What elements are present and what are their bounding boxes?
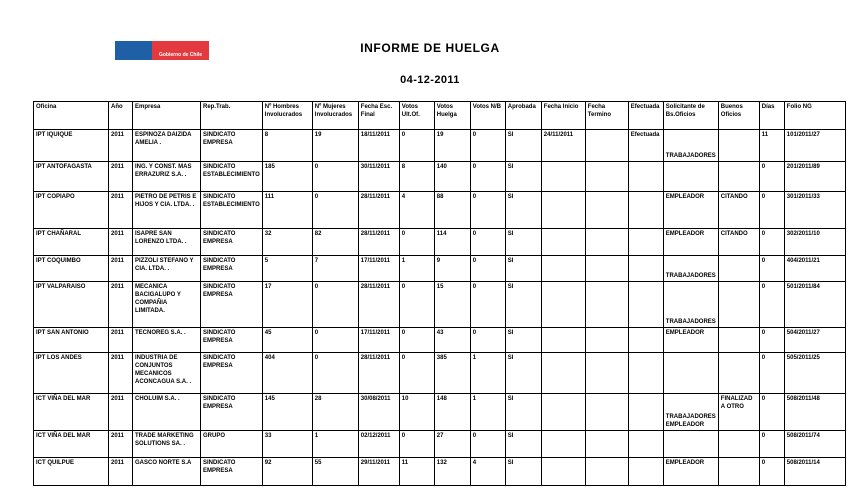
cell [663, 162, 718, 192]
cell: 114 [434, 229, 470, 256]
cell: SINDICATO EMPRESA [201, 282, 263, 328]
table-row [34, 282, 846, 328]
cell: SI [505, 162, 541, 192]
col-header: Días [759, 102, 784, 130]
logo-text: Gobierno de Chile [158, 52, 203, 58]
table-row [34, 458, 846, 486]
cell: 5 [262, 256, 312, 282]
cell: FINALIZAD A OTRO [718, 394, 759, 431]
cell: 302/2011/10 [784, 229, 845, 256]
cell: 404 [262, 353, 312, 394]
cell: 0 [759, 353, 784, 394]
cell: 0 [470, 162, 505, 192]
cell: 2011 [109, 130, 133, 162]
cell: 32 [262, 229, 312, 256]
cell: 30/11/2011 [358, 162, 399, 192]
cell [718, 353, 759, 394]
cell [628, 256, 663, 282]
cell: 4 [399, 192, 434, 229]
cell [541, 162, 585, 192]
cell: 501/2011/84 [784, 282, 845, 328]
cell: 8 [399, 162, 434, 192]
cell: EMPLEADOR [663, 192, 718, 229]
cell: 1 [312, 431, 358, 458]
cell [585, 431, 628, 458]
cell: 0 [399, 328, 434, 353]
col-header: Año [109, 102, 133, 130]
cell: SINDICATO EMPRESA [201, 328, 263, 353]
table-row [34, 162, 846, 192]
col-header: Rep.Trab. [201, 102, 263, 130]
cell: 24/11/2011 [541, 130, 585, 162]
cell: 11 [399, 458, 434, 486]
cell: 508/2011/48 [784, 394, 845, 431]
cell: SINDICATO EMPRESA [201, 458, 263, 486]
table-row [34, 192, 846, 229]
col-header: Fecha Esc. Final [358, 102, 399, 130]
report-title: INFORME DE HUELGA [360, 41, 500, 55]
cell: 404/2011/21 [784, 256, 845, 282]
cell: 0 [759, 162, 784, 192]
cell [628, 353, 663, 394]
cell: 504/2011/27 [784, 328, 845, 353]
cell: 0 [399, 229, 434, 256]
cell: 2011 [109, 431, 133, 458]
cell [541, 394, 585, 431]
cell: 45 [262, 328, 312, 353]
cell: 0 [759, 256, 784, 282]
cell: IPT SAN ANTONIO [34, 328, 109, 353]
cell: 33 [262, 431, 312, 458]
cell: 145 [262, 394, 312, 431]
cell: 0 [399, 130, 434, 162]
cell: 10 [399, 394, 434, 431]
cell [628, 458, 663, 486]
cell: 2011 [109, 353, 133, 394]
cell: 0 [759, 229, 784, 256]
cell: 101/2011/27 [784, 130, 845, 162]
cell: 0 [759, 431, 784, 458]
cell: 0 [470, 130, 505, 162]
cell: IPT COPIAPO [34, 192, 109, 229]
cell: 28/11/2011 [358, 353, 399, 394]
cell: 30/08/2011 [358, 394, 399, 431]
cell: SI [505, 256, 541, 282]
cell: 0 [312, 353, 358, 394]
cell: 88 [434, 192, 470, 229]
cell [585, 328, 628, 353]
cell: 148 [434, 394, 470, 431]
col-header: Votos N/B [470, 102, 505, 130]
cell: 132 [434, 458, 470, 486]
col-header: Nº Hombres Involucrados [262, 102, 312, 130]
cell [585, 256, 628, 282]
cell [718, 282, 759, 328]
cell: 201/2011/89 [784, 162, 845, 192]
col-header: Solicitante de Bs.Oficios [663, 102, 718, 130]
col-header: Votos Ult.Of. [399, 102, 434, 130]
cell [541, 229, 585, 256]
cell: SI [505, 130, 541, 162]
cell: GRUPO [201, 431, 263, 458]
cell: IPT IQUIQUE [34, 130, 109, 162]
cell: 17/11/2011 [358, 328, 399, 353]
col-header: Aprobada [505, 102, 541, 130]
cell: 28/11/2011 [358, 282, 399, 328]
cell: 55 [312, 458, 358, 486]
cell: 1 [470, 353, 505, 394]
cell: 4 [470, 458, 505, 486]
cell: 0 [759, 458, 784, 486]
cell: 2011 [109, 229, 133, 256]
cell: SI [505, 192, 541, 229]
cell: Efectuada [628, 130, 663, 162]
cell: 0 [470, 431, 505, 458]
cell: 7 [312, 256, 358, 282]
cell: 15 [434, 282, 470, 328]
cell: SI [505, 431, 541, 458]
cell: IPT CHAÑARAL [34, 229, 109, 256]
col-header: Nº Mujeres Involucrados [312, 102, 358, 130]
cell [663, 431, 718, 458]
logo-flag-red [152, 41, 209, 60]
cell: 0 [312, 162, 358, 192]
cell: 0 [312, 282, 358, 328]
cell: 2011 [109, 256, 133, 282]
cell: TRABAJADORES EMPLEADOR [663, 394, 718, 431]
cell: 185 [262, 162, 312, 192]
cell: INDUSTRIA DE CONJUNTOS MECANICOS ACONCAGUA S.A. . [133, 353, 201, 394]
cell: TRADE MARKETING SOLUTIONS SA. . [133, 431, 201, 458]
cell: ISAPRE SAN LORENZO LTDA. . [133, 229, 201, 256]
cell: IPT VALPARAISO [34, 282, 109, 328]
cell: ING. Y CONST. MAS ERRAZURIZ S.A. . [133, 162, 201, 192]
cell: 28/11/2011 [358, 229, 399, 256]
col-header: Folio NG [784, 102, 845, 130]
cell: SI [505, 353, 541, 394]
cell: SI [505, 328, 541, 353]
cell: ICT VIÑA DEL MAR [34, 431, 109, 458]
cell [718, 162, 759, 192]
cell: 2011 [109, 458, 133, 486]
cell: 28/11/2011 [358, 192, 399, 229]
cell: 0 [470, 328, 505, 353]
table-row [34, 394, 846, 431]
cell: SINDICATO ESTABLECIMIENTO [201, 162, 263, 192]
cell [628, 192, 663, 229]
cell: 92 [262, 458, 312, 486]
cell: 508/2011/14 [784, 458, 845, 486]
cell: EMPLEADOR [663, 328, 718, 353]
cell: SI [505, 282, 541, 328]
cell [541, 192, 585, 229]
col-header: Fecha Termino [585, 102, 628, 130]
cell: 140 [434, 162, 470, 192]
cell: 301/2011/33 [784, 192, 845, 229]
cell: 02/12/2011 [358, 431, 399, 458]
cell [541, 458, 585, 486]
cell [718, 431, 759, 458]
cell [718, 256, 759, 282]
col-header: Votos Huelga [434, 102, 470, 130]
cell: SINDICATO EMPRESA [201, 229, 263, 256]
cell: EMPLEADOR [663, 458, 718, 486]
cell [718, 328, 759, 353]
cell: TRABAJADORES [663, 256, 718, 282]
cell [585, 458, 628, 486]
cell: 2011 [109, 162, 133, 192]
table-row [34, 353, 846, 394]
cell: 385 [434, 353, 470, 394]
cell: IPT LOS ANDES [34, 353, 109, 394]
cell [585, 353, 628, 394]
cell: 508/2011/74 [784, 431, 845, 458]
huelga-table [33, 101, 846, 486]
cell: 1 [470, 394, 505, 431]
cell: 0 [470, 282, 505, 328]
col-header: Fecha Inicio [541, 102, 585, 130]
col-header: Efectuada [628, 102, 663, 130]
cell: 0 [759, 282, 784, 328]
cell: CITANDO [718, 229, 759, 256]
cell: 27 [434, 431, 470, 458]
table-row [34, 256, 846, 282]
cell [628, 431, 663, 458]
cell: 2011 [109, 328, 133, 353]
report-date: 04-12-2011 [400, 74, 460, 86]
cell: 0 [759, 328, 784, 353]
cell [541, 431, 585, 458]
table-row [34, 130, 846, 162]
cell: SINDICATO ESTABLECIMIENTO [201, 192, 263, 229]
cell: 0 [399, 431, 434, 458]
cell: MECANICA BACIGALUPO Y COMPAÑIA LIMITADA. [133, 282, 201, 328]
cell: SI [505, 394, 541, 431]
cell: 0 [470, 229, 505, 256]
cell [718, 458, 759, 486]
table-row [34, 328, 846, 353]
cell: 0 [399, 282, 434, 328]
cell: CITANDO [718, 192, 759, 229]
col-header: Buenos Oficios [718, 102, 759, 130]
cell: 2011 [109, 282, 133, 328]
cell: 82 [312, 229, 358, 256]
cell: SINDICATO EMPRESA [201, 130, 263, 162]
cell: PIETRO DE PETRIS E HIJOS Y CIA. LTDA. . [133, 192, 201, 229]
cell: 0 [759, 192, 784, 229]
cell: ESPINOZA DAIZIDA AMELIA . [133, 130, 201, 162]
cell [628, 229, 663, 256]
cell: SI [505, 229, 541, 256]
cell: IPT ANTOFAGASTA [34, 162, 109, 192]
cell [628, 162, 663, 192]
cell: 19 [312, 130, 358, 162]
cell: TRABAJADORES [663, 282, 718, 328]
cell [541, 282, 585, 328]
cell: 43 [434, 328, 470, 353]
cell: TECNOREG S.A. . [133, 328, 201, 353]
cell [541, 328, 585, 353]
cell: EMPLEADOR [663, 229, 718, 256]
cell [541, 353, 585, 394]
cell: SI [505, 458, 541, 486]
cell: 2011 [109, 192, 133, 229]
gobierno-de-chile-logo [115, 41, 209, 60]
cell: 0 [470, 256, 505, 282]
table-header-row [34, 102, 846, 130]
cell [585, 394, 628, 431]
cell: 0 [399, 353, 434, 394]
cell: ICT QUILPUE [34, 458, 109, 486]
cell: 0 [312, 328, 358, 353]
cell: SINDICATO EMPRESA [201, 394, 263, 431]
cell: CHOLUIM S.A. . [133, 394, 201, 431]
col-header: Empresa [133, 102, 201, 130]
cell: 28 [312, 394, 358, 431]
cell: 2011 [109, 394, 133, 431]
cell [628, 394, 663, 431]
cell: 0 [759, 394, 784, 431]
cell: SINDICATO EMPRESA [201, 353, 263, 394]
cell [541, 256, 585, 282]
cell [718, 130, 759, 162]
cell: 111 [262, 192, 312, 229]
cell: SINDICATO EMPRESA [201, 256, 263, 282]
cell: 11 [759, 130, 784, 162]
cell [628, 328, 663, 353]
cell [585, 282, 628, 328]
cell: 505/2011/25 [784, 353, 845, 394]
cell [585, 192, 628, 229]
cell [585, 229, 628, 256]
cell: GASCO NORTE S.A [133, 458, 201, 486]
cell [585, 162, 628, 192]
table-row [34, 431, 846, 458]
cell [628, 282, 663, 328]
cell: 17/11/2011 [358, 256, 399, 282]
cell: 29/11/2011 [358, 458, 399, 486]
cell: 8 [262, 130, 312, 162]
cell: PIZZOLI STEFANO Y CIA. LTDA. . [133, 256, 201, 282]
cell: 9 [434, 256, 470, 282]
table-row [34, 229, 846, 256]
cell [663, 353, 718, 394]
cell: 0 [312, 192, 358, 229]
cell: 17 [262, 282, 312, 328]
cell: 1 [399, 256, 434, 282]
cell [585, 130, 628, 162]
cell: 19 [434, 130, 470, 162]
cell: 0 [470, 192, 505, 229]
cell: 18/11/2011 [358, 130, 399, 162]
cell: ICT VIÑA DEL MAR [34, 394, 109, 431]
cell: IPT COQUIMBO [34, 256, 109, 282]
col-header: Oficina [34, 102, 109, 130]
cell: TRABAJADORES [663, 130, 718, 162]
logo-flag-blue [115, 41, 152, 60]
